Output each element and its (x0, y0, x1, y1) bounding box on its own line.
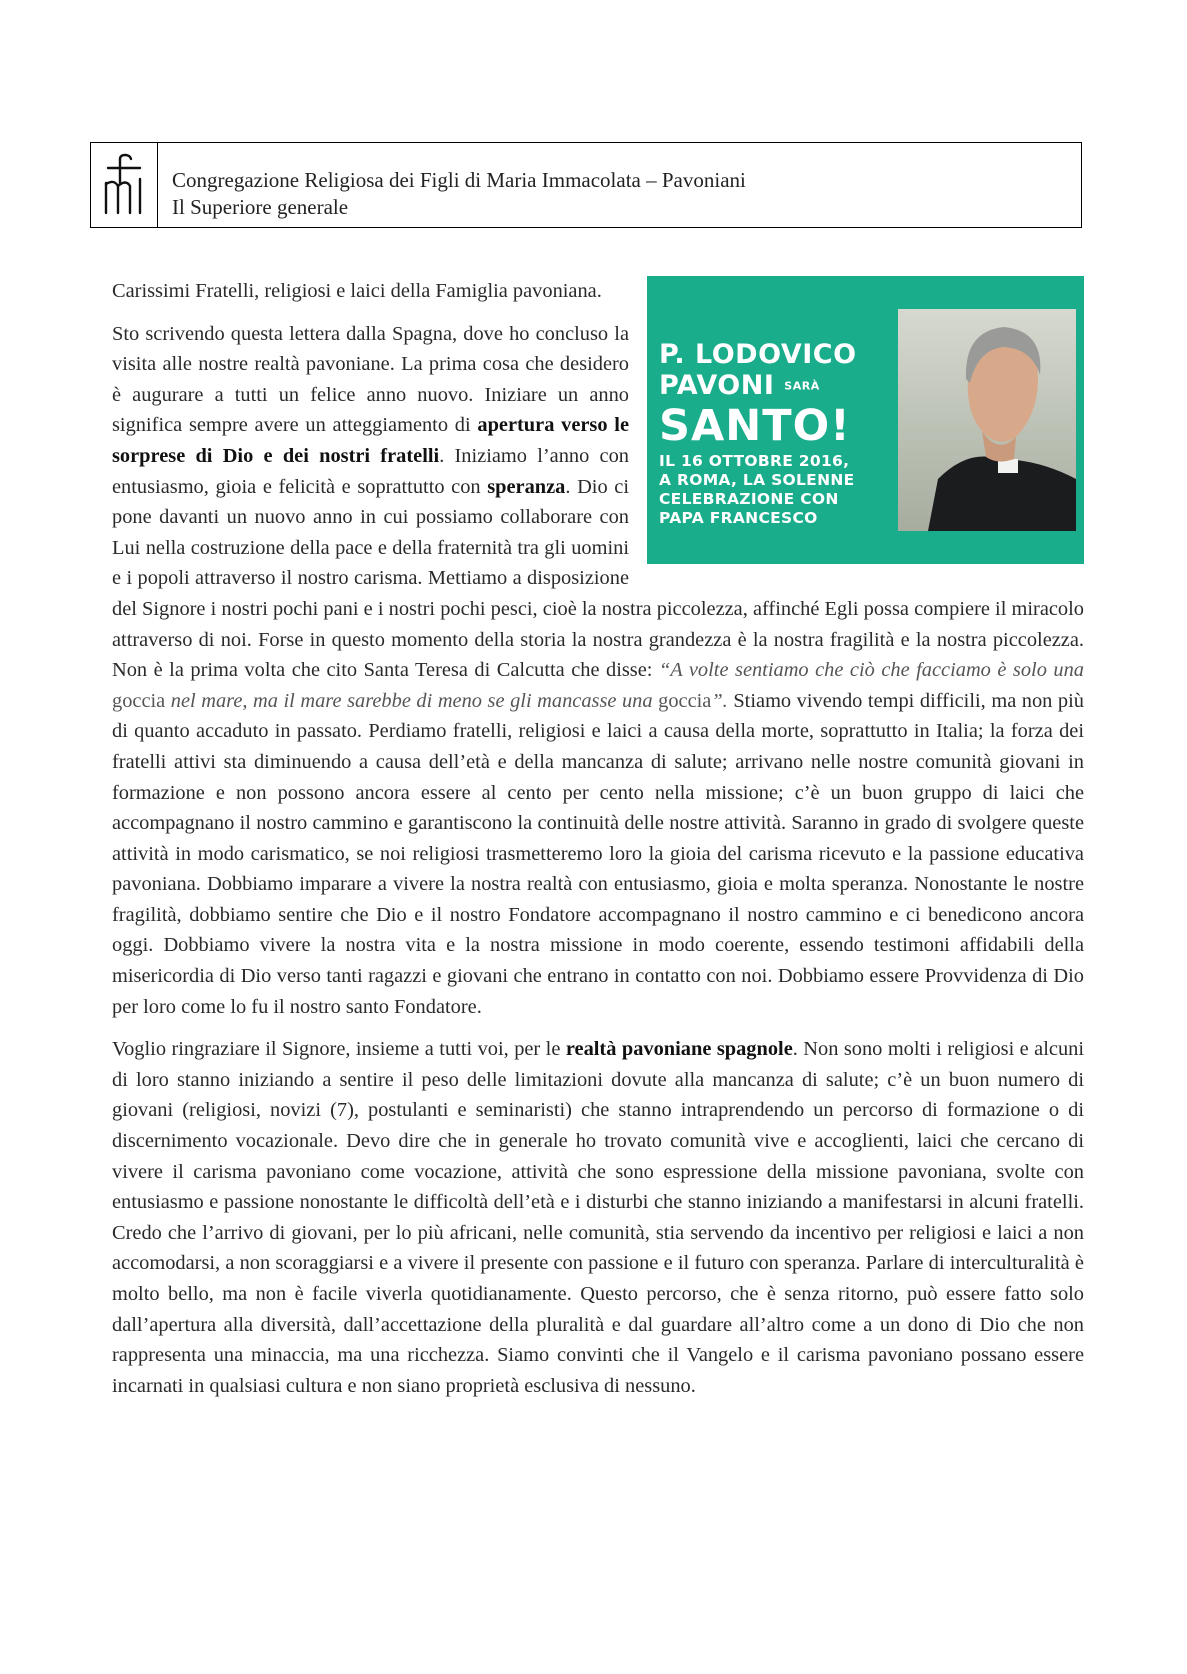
quote-text: ”. (711, 689, 728, 712)
banner-details (659, 452, 909, 528)
superior-title: Il Superiore generale (172, 195, 349, 219)
text-run: . Iniziamo l’anno con entusiasmo, gioia e felicità e soprattutto con (112, 444, 629, 498)
priest-portrait-image (898, 309, 1076, 531)
text-run: Voglio ringraziare il Signore, insieme a tutti voi, per le (112, 1038, 566, 1061)
banner-detail: CELEBRAZIONE CON (659, 489, 839, 508)
text-run: . Dio ci pone davanti un nuovo anno in cui possiamo collaborare con Lui nella costruzione della pace e della fraternità tra gli uomini e i popoli attraverso il nostro carisma. Mettiamo a disposizione del Signore i nostri pochi pani e i nostri pochi pesci, cioè la nostra piccolezza, affinché Egli possa compiere il miracolo attraverso di noi. Forse in questo momento della storia la nostra grandezza è la nostra fragilità e la nostra piccolezza. Non è la prima volta che cito Santa Teresa di Calcutta che disse: (112, 475, 1084, 682)
text-run: Sto scrivendo questa lettera dalla Spagna, dove ho concluso la visita alle nostre realtà pavoniane. La prima cosa che desidero è augurare a tutti un felice anno nuovo. Iniziare un anno significa sempre avere un atteggiamento di (112, 322, 629, 437)
quote-text: nel mare, ma il mare sarebbe di meno se gli mancasse una (165, 689, 659, 712)
greeting: Carissimi Fratelli, religiosi e laici della Famiglia pavoniana. (112, 280, 602, 302)
text-run: . Non sono molti i religiosi e alcuni di loro stanno iniziando a sentire il peso delle limitazioni dovute alla mancanza di salute; c’è un buon numero di giovani (religiosi, novizi (7), postulanti e seminaristi) che stanno intraprendendo un percorso di formazione o di discernimento vocazionale. Devo dire che in generale ho trovato comunità vive e accoglienti, laici che cercano di vivere il carisma pavoniano come vocazione, attività che sono espressione della missione pavoniana, svolte con entusiasmo e passione nonostante le difficoltà dell’età e i disturbi che stanno iniziando a manifestarsi in alcuni fratelli. Credo che l’arrivo di giovani, per lo più africani, nelle comunità, stia servendo da incentivo per religiosi e laici a non accomodarsi, a non scoraggiarsi e a vivere il presente con passione e il futuro con speranza. Parlare di interculturalità è molto bello, ma non è facile viverla quotidianamente. Questo percorso, che è senza ritorno, può essere fatto solo dall’apertura alla diversità, dall’accettazione della pluralità e dal guardare all’altro come a un dono di Dio che non rappresenta una minaccia, ma una ricchezza. Siamo convinti che il Vangelo e il carisma pavoniano possano essere incarnati in qualsiasi cultura e non siano proprietà esclusiva di nessuno. (112, 1038, 1085, 1397)
banner-line-1: P. LODOVICO (659, 339, 857, 370)
banner-line-2: PAVONI (659, 370, 775, 401)
text-run: Stiamo vivendo tempi difficili, ma non più di quanto accaduto in passato. Perdiamo fratelli, religiosi e laici a causa della morte, soprattutto in Italia; la forza dei fratelli attivi sta diminuendo a causa dell’età e della mancanza di salute; arrivano nelle nostre comunità giovani in formazione e non possono ancora essere al cento per cento nella missione; c’è un buon gruppo di laici che accompagnano il nostro cammino e garantiscono la continuità delle nostre attività. Saranno in grado di svolgere queste attività in modo carismatico, se noi religiosi trasmetteremo loro la gioia del carisma ricevuto e la passione educativa pavoniana. Dobbiamo imparare a vivere la nostra realtà con entusiasmo, gioia e molta speranza. Nonostante le nostre fragilità, dobbiamo sentire che Dio e il nostro Fondatore accompagnano il nostro cammino e ci benedicono ancora oggi. Dobbiamo vivere la nostra vita e la nostra missione in modo coerente, essendo testimoni affidabili della misericordia di Dio verso tanti ragazzi e giovani che entrano in contatto con noi. Dobbiamo essere Provvidenza di Dio per loro come lo fu il nostro santo Fondatore. (112, 689, 1084, 1018)
banner-line-3: SANTO! (659, 400, 851, 451)
congregation-logo (91, 143, 158, 227)
quote-word: goccia (658, 689, 712, 712)
letterhead (90, 142, 1082, 228)
portrait-photo (898, 309, 1076, 531)
quote-text: “A volte sentiamo che ciò che facciamo è solo una (658, 659, 1084, 682)
quote-word: goccia (112, 689, 166, 712)
banner-detail: A ROMA, LA SOLENNE (659, 470, 855, 489)
fmi-monogram-icon (102, 153, 146, 217)
banner-detail: PAPA FRANCESCO (659, 508, 818, 527)
bold-text: speranza (487, 475, 566, 498)
paragraph-2 (112, 1034, 1084, 1401)
letter-body (112, 276, 1084, 1413)
banner-detail: IL 16 OTTOBRE 2016, (659, 451, 850, 470)
canonization-banner (647, 276, 1084, 564)
banner-line-2-small: SARÀ (784, 379, 820, 393)
bold-text: realtà pavoniane spagnole (565, 1038, 793, 1061)
bold-text: apertura verso le sorprese di Dio e dei nostri fratelli (112, 414, 629, 467)
congregation-name: Congregazione Religiosa dei Figli di Maria Immacolata – Pavoniani (172, 168, 746, 192)
